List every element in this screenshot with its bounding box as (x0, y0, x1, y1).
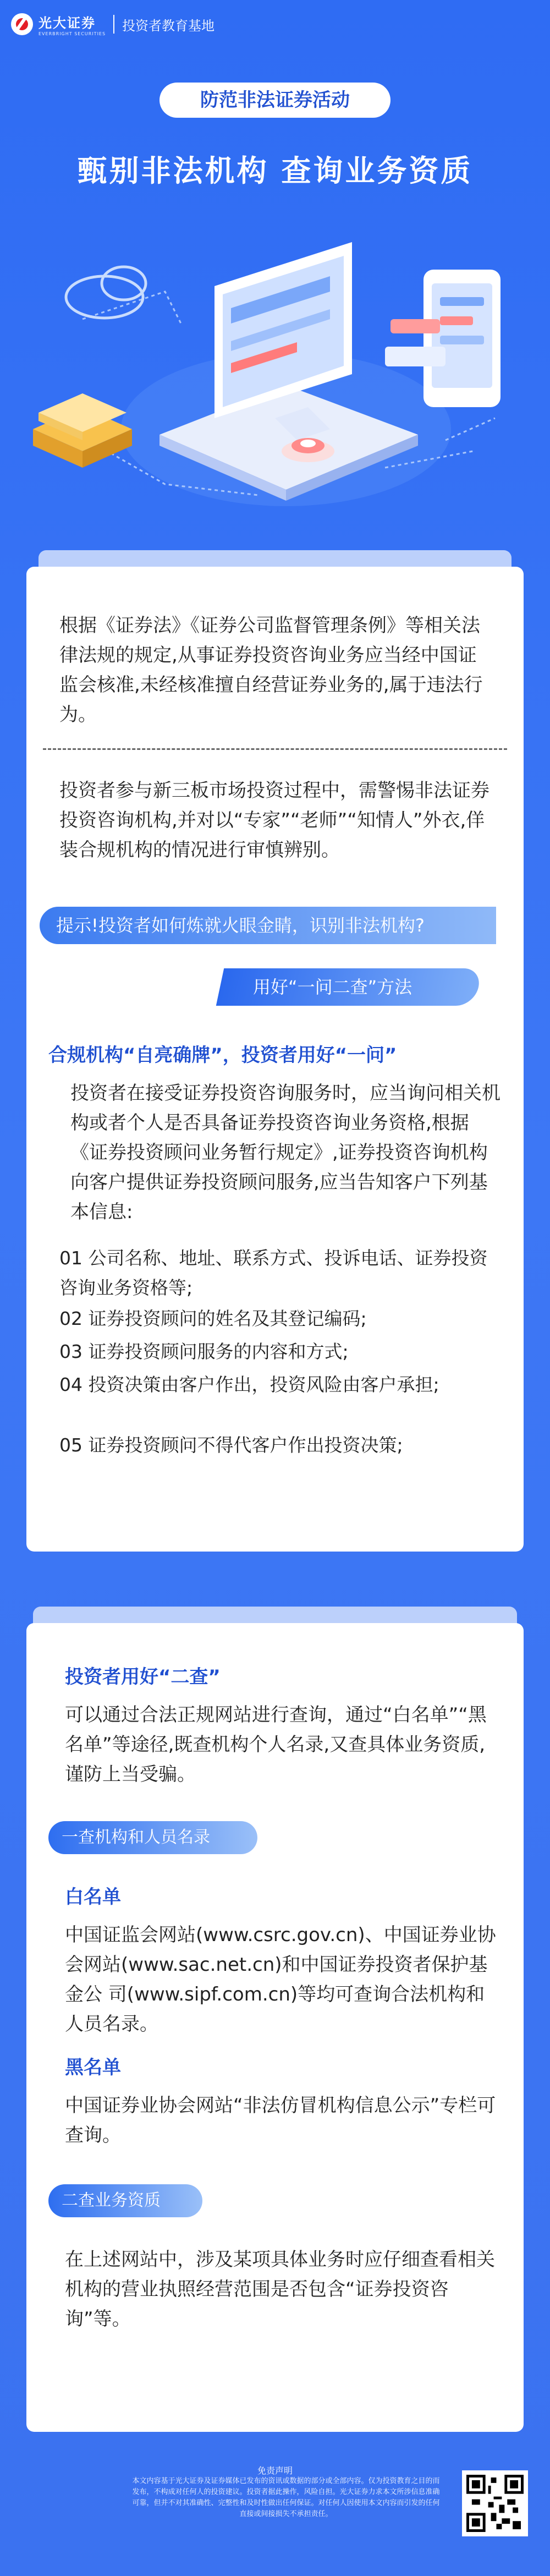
blacklist-heading: 黑名单 (65, 2057, 121, 2079)
dashed-divider (43, 748, 507, 750)
info-card-two (26, 1623, 524, 2432)
warning-paragraph: 投资者参与新三板市场投资过程中，需警惕非法证券投资咨询机构,并对以“专家”“老师”“知情人”外衣,佯装合规机构的情况进行审慎辨别。 (59, 780, 490, 861)
method-tag-label: 用好“一问二查”方法 (253, 977, 413, 997)
header-subtitle: 投资者教育基地 (122, 18, 215, 34)
pill-label: 二查业务资质 (48, 2184, 202, 2217)
whitelist-paragraph: 中国证监会网站(www.csrc.gov.cn)、中国证券业协会网站(www.sac.net.cn)和中国证券投资者保护基金公 司(www.sipf.com.cn)等均可查询合法机构和人员名录。 (65, 1924, 496, 2035)
section-heading: 合规机构“自亮确牌”，投资者用好“一问” (48, 1044, 397, 1066)
consult-paragraph: 投资者在接受证券投资咨询服务时，应当询问相关机构或者个人是否具备证券投资咨询业务资格,根据《证券投资顾问业务暂行规定》,证券投资咨询机构向客户提供证券投资顾问服务,应当告知客户下列基本信息: (70, 1082, 501, 1223)
hero-illustration (0, 209, 550, 550)
list-item: 03 证券投资顾问服务的内容和方式; (59, 1341, 349, 1362)
everbright-logo-icon (11, 13, 33, 35)
list-item: 04 投资决策由客户作出，投资风险由客户承担; (59, 1374, 439, 1395)
legal-basis-paragraph: 根据《证券法》《证券公司监督管理条例》等相关法律法规的规定,从事证券投资咨询业务应当经中国证监会核准,未经核准擅自经营证券业务的,属于违法行为。 (59, 615, 483, 726)
brand-name-en: EVERBRIGHT SECURITIES (38, 31, 106, 36)
cloud-icon (66, 267, 146, 318)
method-tag (216, 968, 482, 1006)
whitelist-heading: 白名单 (65, 1886, 121, 1908)
disclaimer-title: 免责声明 (257, 2465, 293, 2476)
business-check-paragraph: 在上述网站中，涉及某项具体业务时应仔细查看相关机构的营业执照经营范围是否包含“证券投资咨询”等。 (65, 2249, 495, 2330)
tip-banner: 提示!投资者如何炼就火眼金睛，识别非法机构? (40, 907, 496, 944)
divider (113, 15, 114, 34)
blacklist-paragraph: 中国证券业协会网站“非法仿冒机构信息公示”专栏可查询。 (65, 2095, 496, 2146)
brand-name: 光大证券 (38, 15, 96, 31)
list-item: 05 证券投资顾问不得代客户作出投资决策; (59, 1434, 403, 1456)
list-item: 02 证券投资顾问的姓名及其登记编码; (59, 1308, 367, 1329)
page-title: 甄别非法机构 查询业务资质 (77, 154, 473, 188)
qr-code-icon[interactable] (462, 2470, 528, 2536)
brand-logo[interactable] (11, 12, 215, 36)
disclaimer-text: 本文内容基于光大证券及证券媒体已发布的资讯或数据的部分或全部内容。仅为投资教育之目的而发布，不构成对任何人的投资建议。投资者据此操作，风险自担。光大证券力求本文所涉信息准确可靠，但并不对其准确性、完整性和及时性做出任何保证。对任何人因使用本文内容而引发的任何直接或间接损失不承担责任。 (132, 2477, 440, 2518)
info-card-one (26, 567, 524, 1552)
section-heading: 投资者用好“二查” (65, 1666, 221, 1688)
activity-tag: 防范非法证券活动 (160, 83, 391, 118)
list-item: 01 公司名称、地址、联系方式、投诉电话、证券投资咨询业务资格等; (59, 1247, 488, 1298)
qr-code-graphic (466, 2475, 524, 2532)
header (0, 0, 550, 66)
pill-label: 一查机构和人员名录 (48, 1821, 257, 1854)
intro-paragraph: 可以通过合法正规网站进行查询，通过“白名单”“黑名单”等途径,既查机构个人名录,又查具体业务资质,谨防上当受骗。 (65, 1704, 487, 1785)
